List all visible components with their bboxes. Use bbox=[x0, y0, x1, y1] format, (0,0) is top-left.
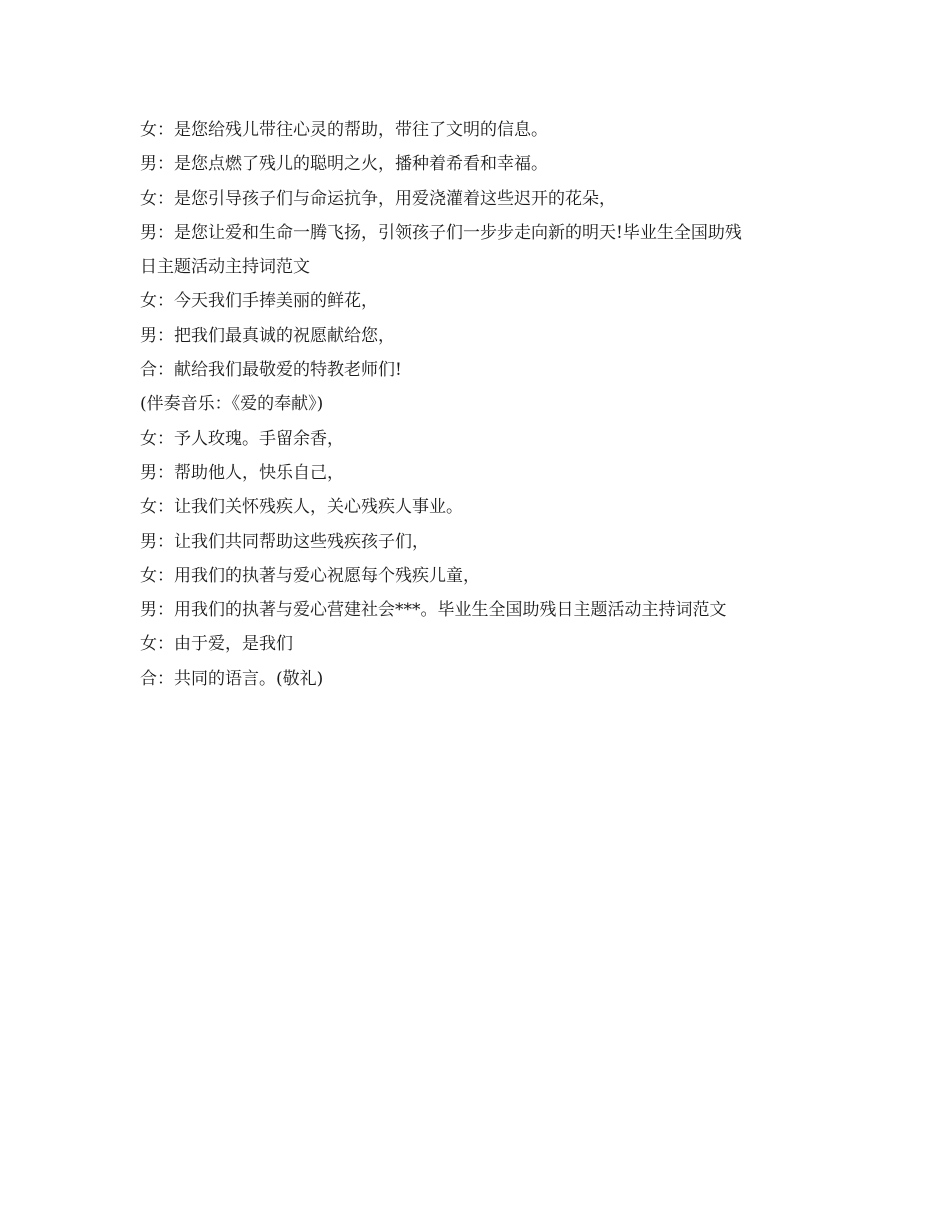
text-line: 女：是您引导孩子们与命运抗争，用爱浇灌着这些迟开的花朵， bbox=[140, 188, 616, 209]
text-line: 男：是您让爱和生命一腾飞扬，引领孩子们一步步走向新的明天!毕业生全国助残 bbox=[140, 222, 742, 243]
document-body bbox=[140, 117, 820, 700]
text-line: 女：予人玫瑰。手留余香， bbox=[140, 428, 344, 449]
text-line: 女：今天我们手捧美丽的鲜花， bbox=[140, 291, 378, 312]
text-line: 女：让我们关怀残疾人，关心残疾人事业。 bbox=[140, 497, 463, 518]
text-line: 男：帮助他人，快乐自己， bbox=[140, 462, 344, 483]
text-line: 男：让我们共同帮助这些残疾孩子们， bbox=[140, 531, 429, 552]
text-line: 男：是您点燃了残儿的聪明之火，播种着希看和幸福。 bbox=[140, 154, 548, 175]
text-line: 女：是您给残儿带往心灵的帮助，带往了文明的信息。 bbox=[140, 120, 548, 140]
text-line: 女：由于爱，是我们 bbox=[140, 634, 293, 655]
text-line: 男：把我们最真诚的祝愿献给您， bbox=[140, 325, 395, 346]
text-line: 女：用我们的执著与爱心祝愿每个残疾儿童， bbox=[140, 565, 480, 586]
text-line: 合：献给我们最敬爱的特教老师们! bbox=[140, 360, 402, 381]
text-line: 合：共同的语言。(敬礼) bbox=[140, 668, 324, 689]
text-line: 日主题活动主持词范文 bbox=[140, 257, 310, 278]
text-line: (伴奏音乐：《爱的奉献》) bbox=[140, 394, 324, 415]
text-line: 男：用我们的执著与爱心营建社会***。毕业生全国助残日主题活动主持词范文 bbox=[140, 600, 727, 621]
